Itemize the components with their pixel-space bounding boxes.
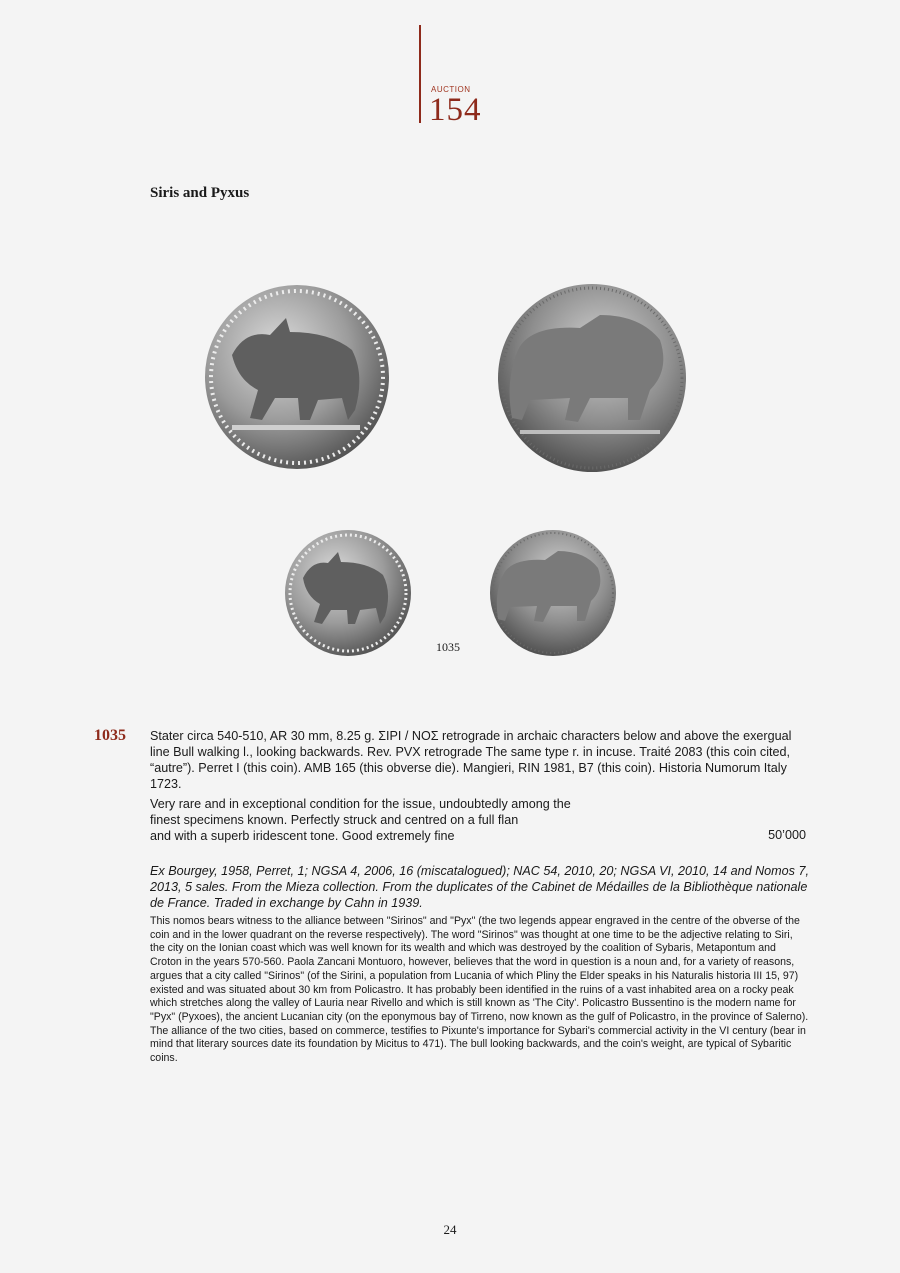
- condition-line: finest specimens known. Perfectly struck and centred on a full flan: [150, 813, 519, 827]
- section-title: Siris and Pyxus: [150, 185, 250, 201]
- condition-line: and with a superb iridescent tone. Good extremely fine: [150, 829, 455, 843]
- auction-label: AUCTION: [431, 85, 471, 94]
- coin-reverse-small: [490, 530, 616, 656]
- lot-estimate: 50’000: [768, 828, 806, 842]
- lot-condition: [150, 796, 810, 844]
- coin-obverse-large: [205, 285, 389, 469]
- condition-line: Very rare and in exceptional condition for the issue, undoubtedly among the: [150, 797, 571, 811]
- coin-photographs: [0, 270, 900, 670]
- figure-caption: 1035: [436, 640, 460, 654]
- coin-obverse-small: [285, 530, 411, 656]
- lot-number: 1035: [94, 727, 126, 744]
- header-rule: [419, 25, 421, 123]
- lot-description: Stater circa 540-510, AR 30 mm, 8.25 g. ΣIPI / NOΣ retrograde in archaic characters below and above the exergual line Bull walking l., looking backwards. Rev. PVX retrograde The same type r. in incuse. Traité 2083 (this coin cited, “autre”). Perret I (this coin). AMB 165 (this obverse die). Mangieri, RIN 1981, B7 (this coin). Historia Numorum Italy 1723.: [150, 729, 792, 791]
- coin-reverse-large: [498, 284, 686, 472]
- lot-provenance: Ex Bourgey, 1958, Perret, 1; NGSA 4, 2006, 16 (miscatalogued); NAC 54, 2010, 20; NGSA VI, 2010, 14 and Nomos 7, 2013, 5 sales. From the Mieza collection. From the duplicates of the Cabinet de Médailles de la Bibliothèque nationale de France. Traded in exchange by Cahn in 1939.: [150, 864, 809, 910]
- page-number: 24: [443, 1222, 457, 1237]
- auction-number: 154: [429, 92, 482, 128]
- lot-notes: This nomos bears witness to the alliance between "Sirinos" and "Pyx" (the two legends appear engraved in the centre of the obverse of the coin and in the lower quadrant on the reverse respectively). The word "Sirinos" was thought at one time to be the adjective relating to Siri, the city on the Ionian coast which was well known for its wealth and which was destroyed by the coalition of Sybaris, Metapontum and Croton in the years 570-560. Paola Zancani Montuoro, however, believes that the word in question is a noun and, for a variety of reasons, argues that a city called "Sirinos" (of the Sirini, a population from Lucania of which Pliny the Elder speaks in his Naturalis historia III 15, 97) existed and was situated about 30 km from Policastro. It has probably been identified in the ruins of a vast inhabited area on a rocky peak which stretches along the valley of Lauria near Rivello and which is still known as 'The City'. Policastro Bussentino is the modern name for "Pyx" (Pyxoes), the ancient Lucanian city (on the eponymous bay of Tirreno, now known as the gulf of Policastro, in the province of Salerno). The alliance of the two cities, based on commerce, testifies to Pixunte's importance for Sybari's commercial activity in the VI century (bear in mind that literary sources date its foundation by Micitus to 471). The bull looking backwards, and the coin's weight, are typical of Sybaritic coins.: [150, 915, 809, 1065]
